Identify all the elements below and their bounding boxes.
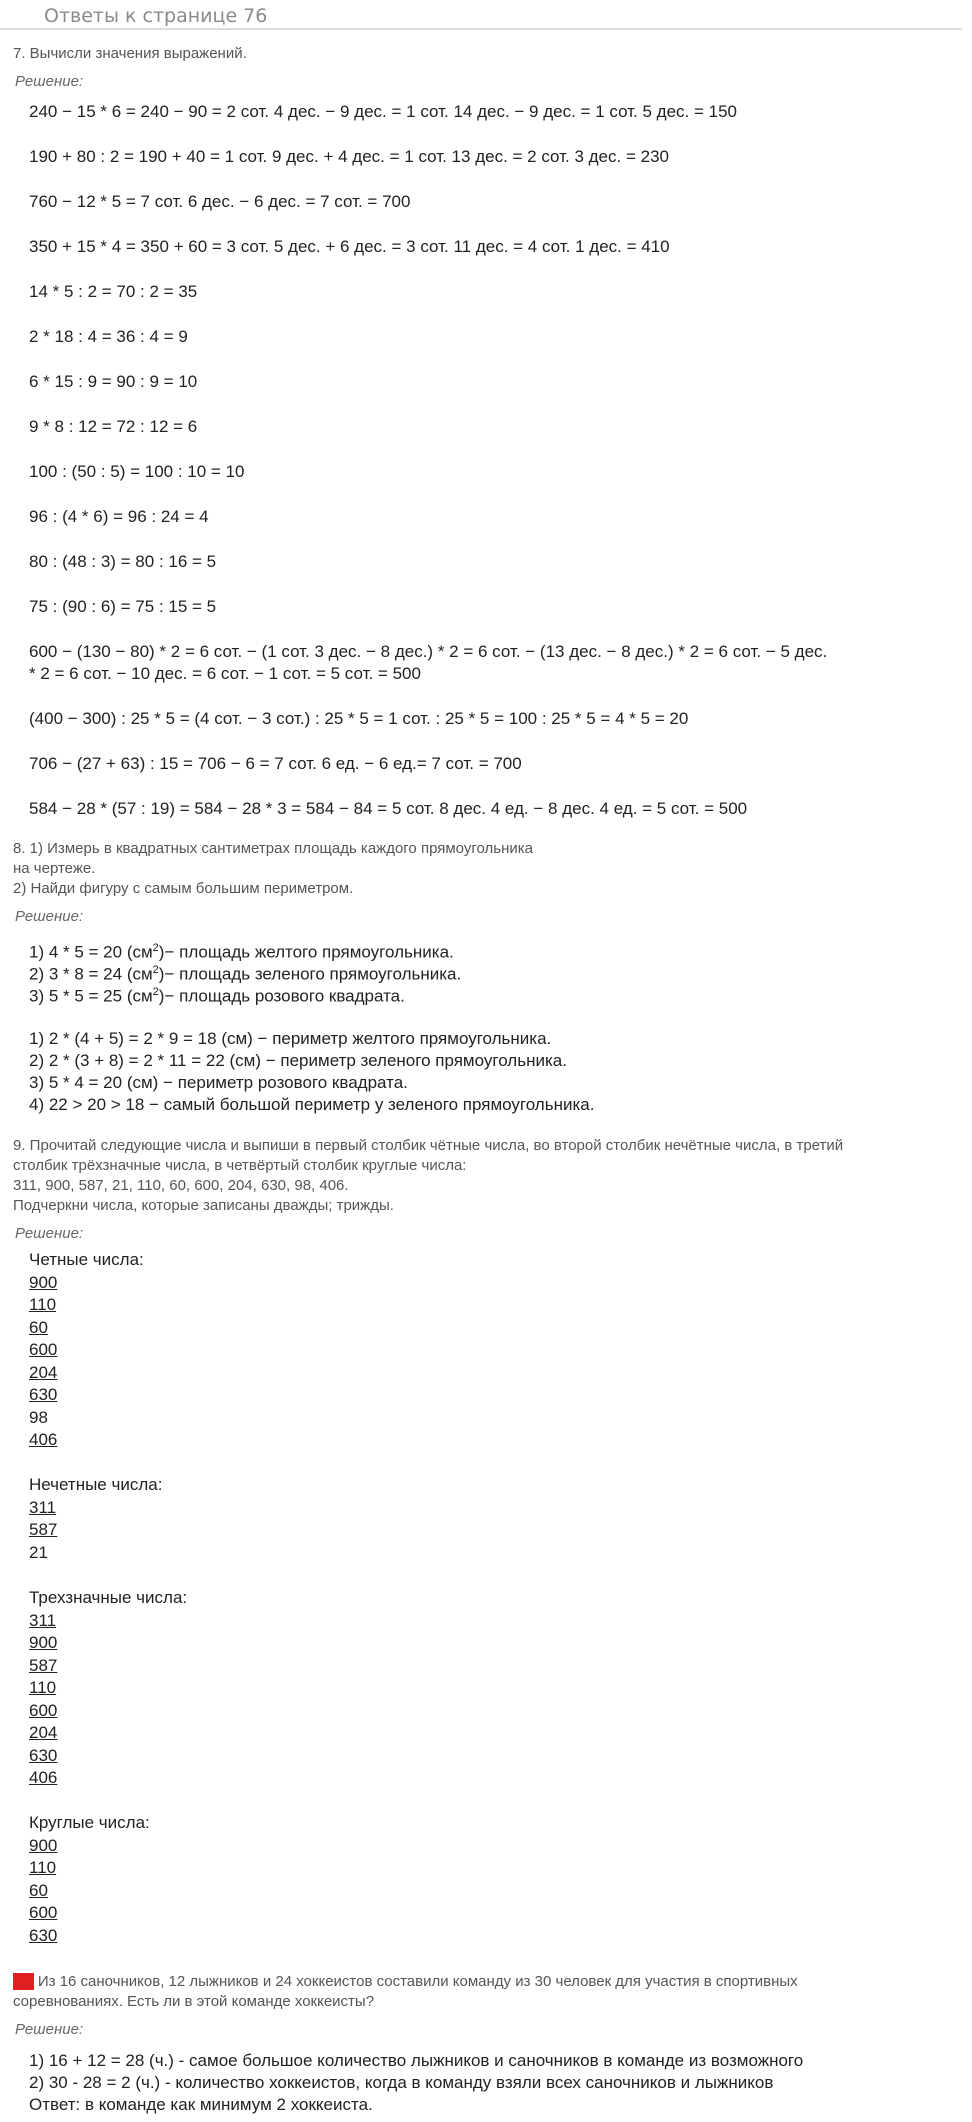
task7-line: 706 − (27 + 63) : 15 = 706 − 6 = 7 сот. 6 ед. − 6 ед.= 7 сот. = 700 bbox=[29, 754, 522, 773]
task9-column-title: Нечетные числа: bbox=[29, 1475, 163, 1494]
task9-solution-label: Решение: bbox=[15, 1225, 84, 1242]
task9-column-title: Круглые числа: bbox=[29, 1813, 150, 1832]
task8-perimeter-line: 1) 2 * (4 + 5) = 2 * 9 = 18 (см) − периметр желтого прямоугольника. bbox=[29, 1029, 552, 1048]
task9-column-title: Четные числа: bbox=[29, 1250, 144, 1269]
task7-line: 760 − 12 * 5 = 7 сот. 6 дес. − 6 дес. = 7 сот. = 700 bbox=[29, 192, 411, 211]
task9-number: 900 bbox=[29, 1272, 58, 1292]
task8-area-line: 3) 5 * 5 = 25 $(см^2)-$ площадь розового квадрата. bbox=[29, 986, 405, 1006]
task7-line: 2 * 18 : 4 = 36 : 4 = 9 bbox=[29, 327, 188, 346]
task8-area-line: 2) 3 * 8 = 24 $(см^2)-$ площадь зеленого прямоугольника. bbox=[29, 964, 462, 984]
task9-number: 98 bbox=[29, 1407, 48, 1427]
task8-perimeter-line: 3) 5 * 4 = 20 (см) − периметр розового квадрата. bbox=[29, 1073, 408, 1092]
task7-line: 6 * 15 : 9 = 90 : 9 = 10 bbox=[29, 372, 198, 391]
task10-line: 2) 30 - 28 = 2 (ч.) - количество хоккеистов, когда в команду взяли всех саночников и лыжников bbox=[29, 2073, 774, 2092]
task9-number: 60 bbox=[29, 1880, 48, 1900]
task9-number: 587 bbox=[29, 1655, 58, 1675]
task10-number-highlight: 10 bbox=[15, 1973, 32, 1990]
task9-number: 406 bbox=[29, 1768, 58, 1787]
task7-line: (400 − 300) : 25 * 5 = (4 сот. − 3 сот.) : 25 * 5 = 1 сот. : 25 * 5 = 100 : 25 * 5 = 4 * 5 = 20 bbox=[29, 709, 689, 728]
task7-line: * 2 = 6 сот. − 10 дес. = 6 сот. − 1 сот. = 5 сот. = 500 bbox=[29, 664, 421, 683]
page-title: Ответы к странице 76 bbox=[44, 5, 268, 27]
task9-prompt: 311, 900, 587, 21, 110, 60, 600, 204, 630, 98, 406. bbox=[13, 1177, 349, 1194]
task9-number: 110 bbox=[29, 1858, 57, 1877]
task9-number: 311 bbox=[29, 1497, 57, 1517]
task9-number: 900 bbox=[29, 1835, 58, 1855]
task9-prompt: Подчеркни числа, которые записаны дважды; трижды. bbox=[13, 1197, 394, 1214]
task9-number: 630 bbox=[29, 1385, 58, 1404]
task7-line: 100 : (50 : 5) = 100 : 10 = 10 bbox=[29, 462, 245, 481]
task7-solution-label: Решение: bbox=[15, 73, 84, 90]
task9-number: 204 bbox=[29, 1723, 58, 1742]
task7-line: 75 : (90 : 6) = 75 : 15 = 5 bbox=[29, 597, 217, 616]
task8-perimeter-line: 4) 22 > 20 > 18 − самый большой периметр у зеленого прямоугольника. bbox=[29, 1095, 595, 1114]
task10-prompt: 10 Из 16 саночников, 12 лыжников и 24 хоккеистов составили команду из 30 человек для участия в спортивных bbox=[15, 1973, 798, 1990]
task7-line: 190 + 80 : 2 = 190 + 40 = 1 сот. 9 дес. + 4 дес. = 1 сот. 13 дес. = 2 сот. 3 дес. = 230 bbox=[29, 147, 669, 166]
task7-line: 240 − 15 * 6 = 240 − 90 = 2 сот. 4 дес. − 9 дес. = 1 сот. 14 дес. − 9 дес. = 1 сот. 5 дес. = 150 bbox=[29, 102, 738, 121]
task9-number: 600 bbox=[29, 1340, 58, 1359]
task10-solution-label: Решение: bbox=[15, 2021, 84, 2038]
title-bar bbox=[0, 0, 962, 30]
task7-line: 350 + 15 * 4 = 350 + 60 = 3 сот. 5 дес. + 6 дес. = 3 сот. 11 дес. = 4 сот. 1 дес. = 410 bbox=[29, 237, 670, 256]
task9-number: 630 bbox=[29, 1925, 58, 1945]
task9-number: 587 bbox=[29, 1520, 58, 1539]
task9-number: 630 bbox=[29, 1745, 58, 1765]
task9-number: 204 bbox=[29, 1362, 58, 1382]
task8-area-line: 1) 4 * 5 = 20 $(см^2)-$ площадь желтого прямоугольника. bbox=[29, 942, 454, 962]
task10-prompt: соревнованиях. Есть ли в этой команде хоккеисты? bbox=[13, 1993, 375, 2010]
task9-number: 21 bbox=[29, 1542, 48, 1562]
task8-solution-label: Решение: bbox=[15, 908, 84, 925]
task8-perimeter-line: 2) 2 * (3 + 8) = 2 * 11 = 22 (см) − периметр зеленого прямоугольника. bbox=[29, 1051, 567, 1070]
task10-line: 1) 16 + 12 = 28 (ч.) - самое большое количество лыжников и саночников в команде из возможного bbox=[29, 2051, 804, 2070]
task9-number: 311 bbox=[29, 1610, 57, 1630]
task7-line: 9 * 8 : 12 = 72 : 12 = 6 bbox=[29, 417, 198, 436]
task9-number: 900 bbox=[29, 1633, 58, 1652]
task9-prompt: столбик трёхзначные числа, в четвёртый столбик круглые числа: bbox=[13, 1157, 467, 1174]
task9-prompt: 9. Прочитай следующие числа и выпиши в первый столбик чётные числа, во второй столбик нечётные числа, в третий bbox=[13, 1137, 844, 1154]
task9-number: 600 bbox=[29, 1700, 58, 1720]
task10-line: Ответ: в команде как минимум 2 хоккеиста. bbox=[29, 2095, 373, 2114]
task7-line: 80 : (48 : 3) = 80 : 16 = 5 bbox=[29, 552, 217, 571]
task7-line: 96 : (4 * 6) = 96 : 24 = 4 bbox=[29, 507, 209, 526]
task9-number: 110 bbox=[29, 1295, 57, 1314]
task7-line: 584 − 28 * (57 : 19) = 584 − 28 * 3 = 584 − 84 = 5 сот. 8 дес. 4 ед. − 8 дес. 4 ед. = 5 сот. = 500 bbox=[29, 799, 748, 818]
task8-prompt: 8. 1) Измерь в квадратных сантиметрах площадь каждого прямоугольника bbox=[13, 840, 533, 857]
task9-number: 406 bbox=[29, 1430, 58, 1449]
task9-number: 600 bbox=[29, 1903, 58, 1922]
task8-prompt: 2) Найди фигуру с самым большим периметром. bbox=[13, 880, 354, 897]
task7-line: 600 − (130 − 80) * 2 = 6 сот. − (1 сот. 3 дес. − 8 дес.) * 2 = 6 сот. − (13 дес. − 8 дес.) * 2 = 6 сот. − 5 дес. bbox=[29, 642, 828, 661]
task7-prompt: 7. Вычисли значения выражений. bbox=[13, 45, 247, 62]
task9-column-title: Трехзначные числа: bbox=[29, 1588, 188, 1607]
task9-number: 110 bbox=[29, 1678, 57, 1697]
task8-prompt: на чертеже. bbox=[13, 860, 96, 877]
task7-line: 14 * 5 : 2 = 70 : 2 = 35 bbox=[29, 282, 198, 301]
task9-number: 60 bbox=[29, 1317, 48, 1337]
